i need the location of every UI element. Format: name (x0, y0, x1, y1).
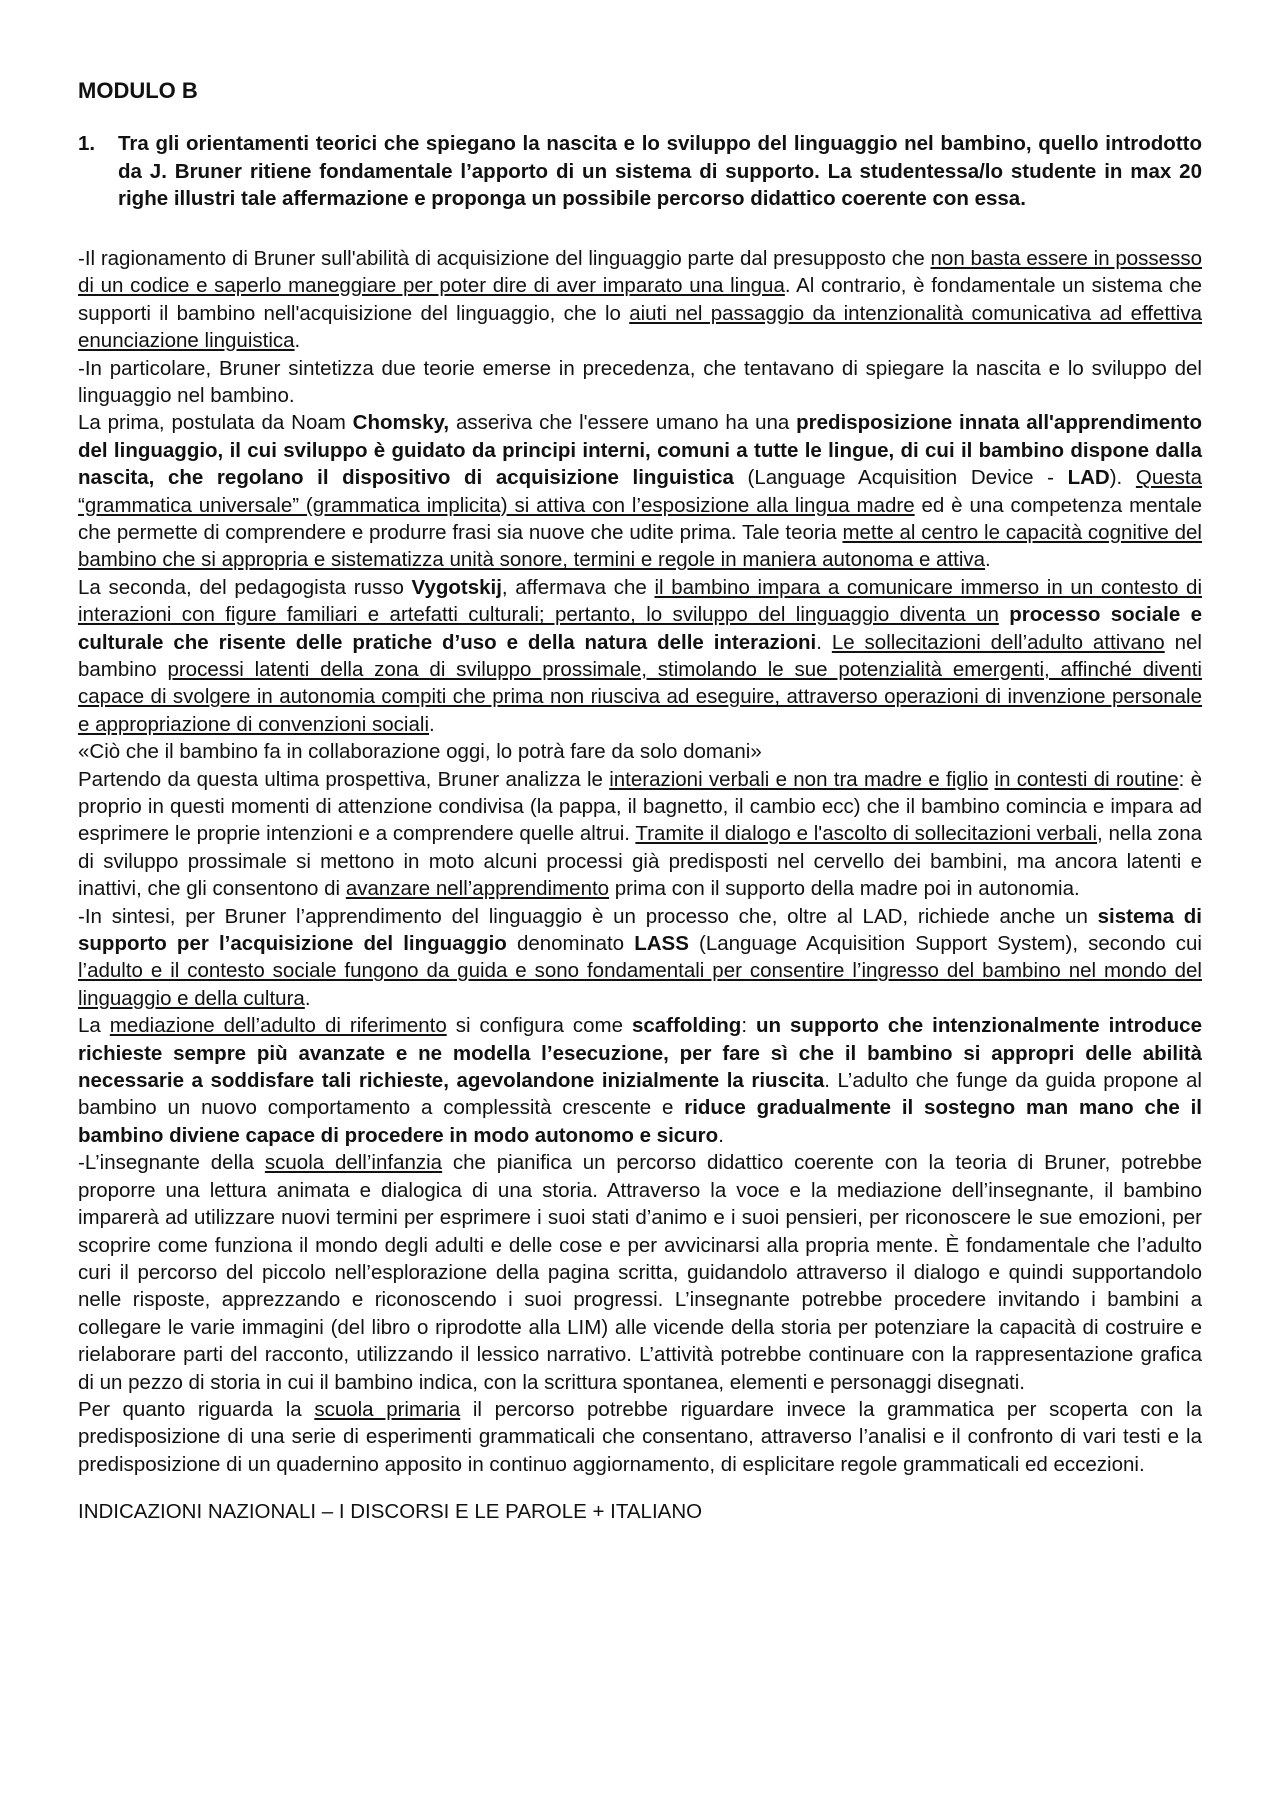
text-run: . Al contrario, è fondamentale un sistema che supporti il bambino nell'acquisizione del linguaggio, che lo (78, 274, 1203, 325)
quote-text: «Ciò che il bambino fa in collaborazione oggi, lo potrà fare da solo domani» (78, 740, 762, 764)
underlined-text: il bambino impara a comunicare immerso in un contesto di interazioni con figure familiari e artefatti culturali; pertanto, lo sviluppo del linguaggio diventa un (78, 575, 1202, 627)
underlined-text: non basta essere in possesso di un codice e saperlo maneggiare per poter dire di aver imparato una lingua (78, 246, 1202, 298)
question-block (78, 130, 1202, 213)
answer-paragraph-8 (78, 1012, 1202, 1149)
answer-paragraph-4 (78, 574, 1202, 738)
answer-paragraph-6 (78, 766, 1202, 903)
bold-text: scaffolding (631, 1014, 742, 1038)
underlined-text: Questa “grammatica universale” (grammatica implicita) si attiva con l’esposizione alla lingua madre (78, 466, 1202, 517)
text-run: che pianifica un percorso didattico coerente con la teoria di Bruner, potrebbe proporre una lettura animata e dialogica di una storia. Attraverso la voce e la mediazione dell’insegnante, il bambino imparerà ad utilizzare nuovi termini per esprimere i suoi stati d’animo e i suoi pensieri, per riconoscere le sue emozioni, per scoprire come funziona il mondo degli adulti e delle cose e per avvicinarsi alla propria mente. È fondamentale che l’adulto curi il percorso del piccolo nell’esplorazione della pagina scritta, guidandolo attraverso il dialogo e quindi supportandolo nelle risposte, apprezzando e riconoscendo i suoi progressi. L’insegnante potrebbe procedere invitando i bambini a collegare le varie immagini (del libro o riprodotte alla LIM) alle vicende della storia per potenziare la capacità di costruire e rielaborare parti del racconto, utilizzando il lessico narrativo. L’attività potrebbe continuare con la rappresentazione grafica di un pezzo di storia in cui il bambino indica, con la scrittura spontanea, elementi e personaggi disegnati. (78, 1151, 1203, 1394)
text-run: Per quanto riguarda la (78, 1397, 315, 1421)
text-run: ed è una competenza mentale che permette di comprendere e produrre frasi sia nuove che udite prima. Tale teoria (78, 493, 1202, 544)
underlined-text: mette al centro le capacità cognitive del bambino che si appropria e sistematizza unità sonore, termini e regole in maniera autonoma e attiva (78, 520, 1202, 572)
text-run: prima con il supporto della madre poi in autonomia. (609, 877, 1080, 901)
text-run: -Il ragionamento di Bruner sull'abilità di acquisizione del linguaggio parte dal presupposto che (78, 246, 931, 270)
answer-text (78, 245, 1202, 1478)
module-title: MODULO B (78, 78, 198, 103)
underlined-text: in contesti di routine (994, 767, 1179, 791)
text-run: il percorso potrebbe riguardare invece la grammatica per scoperta con la predisposizione di una serie di esperimenti grammaticali che consentano, attraverso l’analisi e il confronto di vari testi e la predisposizione di un quadernino apposito in continuo aggiornamento, di esplicitare regole grammaticali ed eccezioni. (78, 1397, 1203, 1476)
text-run: . L’adulto che funge da guida propone al bambino un nuovo comportamento a complessità crescente e (78, 1069, 1202, 1120)
bold-text: predisposizione innata all'apprendimento del linguaggio, il cui sviluppo è guidato da principi interni, comuni a tutte le lingue, di cui il bambino dispone dalla nascita, che regolano il dispositivo di acquisizione linguistica (78, 411, 1202, 490)
bold-text: processo sociale e culturale che risente delle pratiche d’uso e della natura delle interazioni (78, 603, 1203, 654)
text-run: asseriva che l'essere umano ha una (449, 411, 797, 435)
text-run: La seconda, del pedagogista russo (78, 575, 412, 599)
text-run: , affermava che (501, 575, 655, 599)
text-run: . (985, 548, 991, 572)
bold-text: un supporto che intenzionalmente introduce richieste sempre più avanzate e ne modella l’esecuzione, per fare sì che il bambino si appropri delle abilità necessarie a soddisfare tali richieste, agevolandone inizialmente la riuscita (78, 1014, 1202, 1093)
footer-reference: INDICAZIONI NAZIONALI – I DISCORSI E LE PAROLE + ITALIANO (78, 1500, 703, 1524)
underlined-text: mediazione dell’adulto di riferimento (109, 1014, 447, 1038)
bold-text: LASS (634, 932, 689, 956)
text-run: . (429, 712, 435, 736)
text-run: : (741, 1014, 756, 1038)
underlined-text: scuola primaria (314, 1397, 461, 1421)
text-run: -In particolare, Bruner sintetizza due teorie emerse in precedenza, che tentavano di spiegare la nascita e lo sviluppo del linguaggio nel bambino. (78, 356, 1202, 407)
bold-text: sistema di supporto per l’acquisizione del linguaggio (78, 904, 1202, 956)
underlined-text: Tramite il dialogo e l'ascolto di sollecitazioni verbali (635, 822, 1098, 846)
bold-text: Vygotskij (411, 575, 502, 599)
text-run: ). (1109, 466, 1136, 490)
text-run: . (304, 986, 311, 1010)
text-run: La prima, postulata da Noam (78, 411, 353, 435)
question-text: Tra gli orientamenti teorici che spiegano la nascita e lo sviluppo del linguaggio nel bambino, quello introdotto da J. Bruner ritiene fondamentale l’apporto di un sistema di supporto. La studentessa/lo studente in max 20 righe illustri tale affermazione e proponga un possibile percorso didattico coerente con essa. (118, 132, 1202, 211)
text-run: . (294, 329, 301, 353)
text-run: si configura come (446, 1014, 632, 1038)
bold-text: Chomsky, (352, 411, 450, 435)
underlined-text: interazioni verbali e non tra madre e figlio (609, 767, 989, 791)
underlined-text: scuola dell’infanzia (264, 1151, 443, 1175)
text-run: -L’insegnante della (78, 1151, 265, 1175)
text-run: (Language Acquisition Device - (733, 466, 1068, 490)
underlined-text: processi latenti della zona di sviluppo prossimale, stimolando le sue potenzialità emergenti, affinché diventi capace di svolgere in autonomia compiti che prima non riusciva ad eseguire, attraverso operazioni di invenzione personale e appropriazione di convenzioni sociali (78, 657, 1202, 736)
bold-text: LAD (1067, 466, 1110, 490)
text-run: Partendo da questa ultima prospettiva, Bruner analizza le (78, 767, 610, 791)
answer-paragraph-9 (78, 1149, 1202, 1396)
bold-text: riduce gradualmente il sostegno man mano che il bambino diviene capace di procedere in modo autonomo e sicuro (78, 1096, 1202, 1147)
underlined-text: Le sollecitazioni dell’adulto attivano (831, 630, 1165, 654)
text-run: La (78, 1014, 110, 1038)
text-run: : è proprio in questi momenti di attenzione condivisa (la pappa, il bagnetto, il cambio ecc) che il bambino comincia e impara ad esprimere le proprie intenzioni e a comprendere quelle altrui. (78, 767, 1203, 846)
text-run: (Language Acquisition Support System), secondo cui (688, 932, 1202, 956)
text-run: -In sintesi, per Bruner l’apprendimento del linguaggio è un processo che, oltre al LAD, richiede anche un (78, 904, 1098, 928)
text-run: . (816, 630, 832, 654)
text-run: , nella zona di sviluppo prossimale si mettono in moto alcuni processi già predisposti nel cervello dei bambini, ma ancora latenti e inattivi, che gli consentono di (78, 822, 1203, 901)
question-number: 1. (78, 132, 96, 156)
answer-paragraph-5 (78, 738, 1202, 765)
text-run: . (718, 1123, 724, 1147)
answer-paragraph-10 (78, 1396, 1202, 1478)
underlined-text: aiuti nel passaggio da intenzionalità comunicativa ad effettiva enunciazione linguistica (78, 301, 1203, 353)
underlined-text: avanzare nell’apprendimento (345, 877, 610, 901)
answer-paragraph-7 (78, 903, 1202, 1013)
answer-paragraph-1 (78, 245, 1202, 355)
answer-paragraph-2 (78, 355, 1202, 410)
text-run: nel bambino (78, 630, 1202, 681)
underlined-text: l’adulto e il contesto sociale fungono da guida e sono fondamentali per consentire l’ingresso del bambino nel mondo del linguaggio e della cultura (78, 959, 1202, 1010)
answer-paragraph-3 (78, 409, 1202, 573)
document-page (78, 78, 1202, 1525)
text-run (999, 603, 1009, 626)
text-run: denominato (506, 932, 635, 956)
